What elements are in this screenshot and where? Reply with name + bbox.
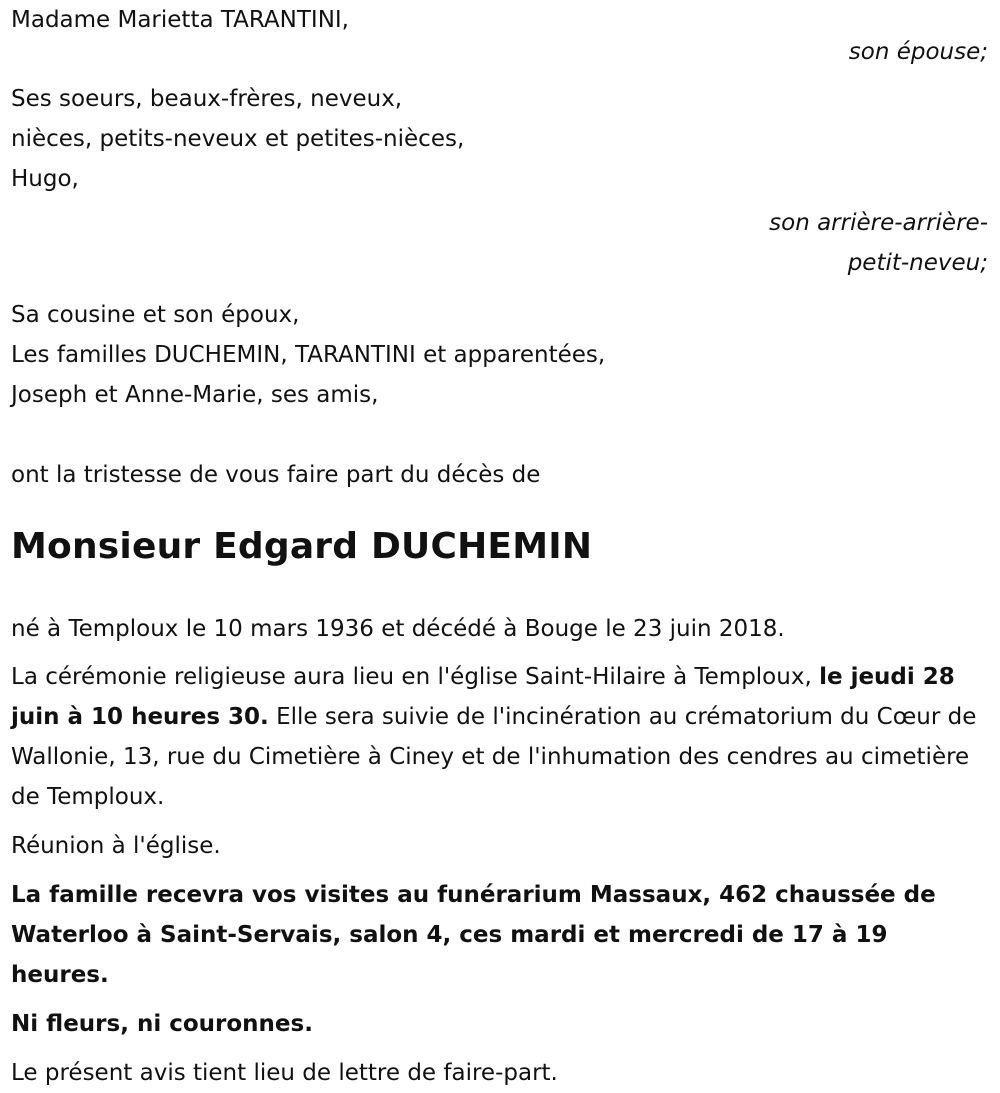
ceremony-paragraph	[11, 657, 988, 817]
families-line: Les familles DUCHEMIN, TARANTINI et apparentées,	[11, 342, 606, 368]
friends-line: Joseph et Anne-Marie, ses amis,	[11, 382, 379, 408]
birth-death-line: né à Temploux le 10 mars 1936 et décédé à Bouge le 23 juin 2018.	[11, 616, 785, 642]
hugo-name: Hugo,	[11, 166, 79, 192]
siblings-line-1: Ses soeurs, beaux-frères, neveux,	[11, 86, 403, 112]
spouse-name: Madame Marietta TARANTINI,	[11, 7, 349, 33]
flowers-line: Ni fleurs, ni couronnes.	[11, 1011, 313, 1037]
hugo-relation-line-2: petit-neveu;	[847, 250, 988, 276]
deceased-name: Monsieur Edgard DUCHEMIN	[11, 526, 593, 567]
siblings-line-2: nièces, petits-neveux et petites-nièces,	[11, 126, 465, 152]
ceremony-text-after: Elle sera suivie de l'incinération au crématorium du Cœur de Wallonie, 13, rue du Cimetière à Ciney et de l'inhumation des cendres au cimetière de Temploux.	[11, 704, 977, 810]
cousin-line: Sa cousine et son époux,	[11, 302, 300, 328]
announcement-intro: ont la tristesse de vous faire part du décès de	[11, 462, 541, 488]
closing-line: Le présent avis tient lieu de lettre de faire-part.	[11, 1060, 558, 1086]
ceremony-date-time: le jeudi 28 juin à 10 heures 30.	[11, 664, 955, 730]
visits-paragraph: La famille recevra vos visites au funérarium Massaux, 462 chaussée de Waterloo à Saint-Servais, salon 4, ces mardi et mercredi de 17 à 19 heures.	[11, 882, 936, 988]
ceremony-text-before: La cérémonie religieuse aura lieu en l'église Saint-Hilaire à Temploux,	[11, 664, 820, 690]
hugo-relation-line-1: son arrière-arrière-	[769, 210, 988, 236]
spouse-relation: son épouse;	[848, 39, 988, 65]
meeting-line: Réunion à l'église.	[11, 833, 221, 859]
